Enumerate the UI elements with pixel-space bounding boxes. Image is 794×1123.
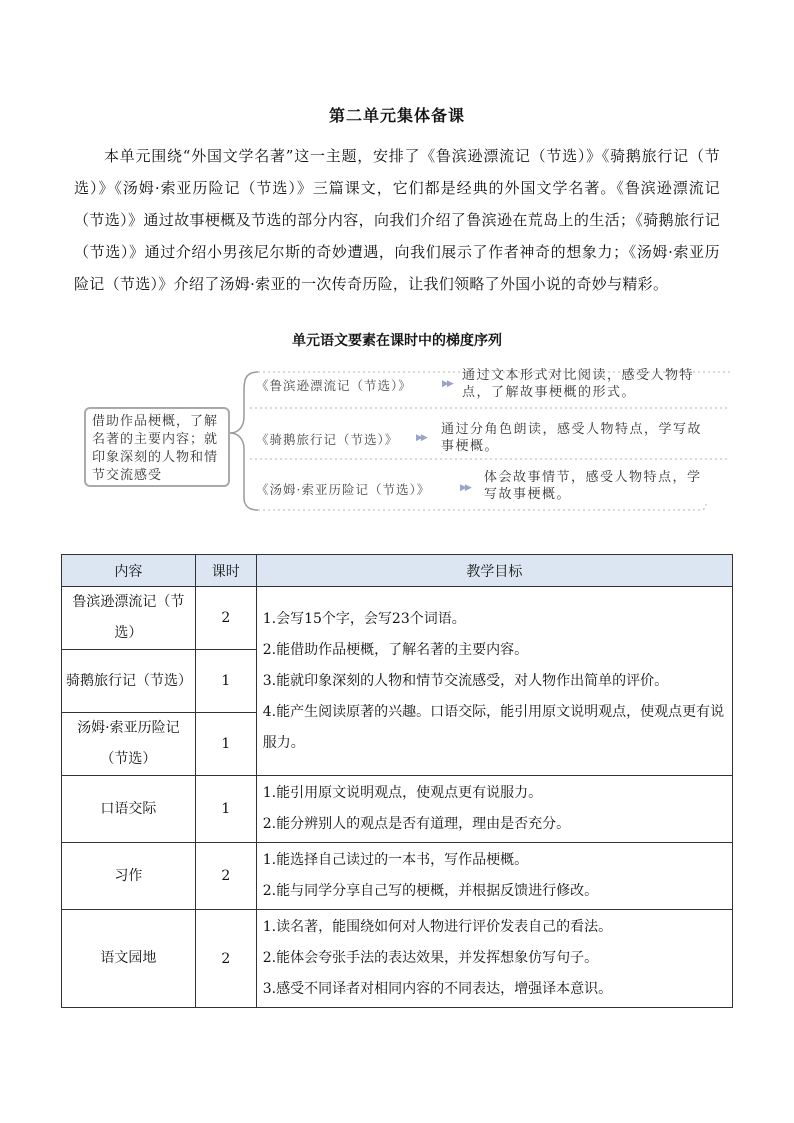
gradient-diagram (0, 355, 794, 525)
table-row (62, 843, 733, 910)
branch-goal: 通过文本形式对比阅读，感受人物特点，了解故事梗概的形式。 (462, 368, 695, 400)
lesson-content: 骑鹅旅行记（节选） (62, 650, 196, 713)
lesson-content: 汤姆·索亚历险记（节选） (62, 713, 196, 776)
goal-item: 1.能选择自己读过的一本书，写作品梗概。 (262, 852, 529, 868)
branch-title: 《鲁滨逊漂流记（节选）》 (256, 378, 412, 393)
table-row (62, 587, 733, 650)
header-content: 内容 (62, 555, 196, 587)
row-content: 语文园地 (62, 910, 196, 1008)
diagram-title: 单元语文要素在课时中的梯度序列 (292, 333, 502, 349)
branch-goal: 体会故事情节，感受人物特点，学写故事梗概。 (484, 470, 702, 502)
page-title: 第二单元集体备课 (328, 106, 465, 125)
double-arrow-icon: ▶▶ (442, 379, 452, 389)
lesson-hours: 2 (195, 587, 256, 650)
double-arrow-icon: ▶▶ (416, 433, 426, 443)
header-goals: 教学目标 (256, 555, 732, 587)
teaching-goals-table (61, 554, 733, 1008)
branch-title: 《骑鹅旅行记（节选）》 (256, 432, 399, 447)
table-header-row (62, 555, 733, 587)
goal-item: 2.能借助作品梗概，了解名著的主要内容。 (262, 641, 529, 658)
goal-item: 3.感受不同译者对相同内容的不同表达，增强译本意识。 (262, 981, 613, 997)
row-content: 口语交际 (62, 776, 196, 843)
summary-box: 借助作品梗概，了解名著的主要内容；就印象深刻的人物和情节交流感受 (84, 407, 230, 487)
row-content: 习作 (62, 843, 196, 910)
goal-item: 1.能引用原文说明观点，使观点更有说服力。 (262, 785, 543, 801)
goal-item: 1.会写15个字，会写23个词语。 (262, 610, 466, 627)
intro-paragraph: 本单元围绕“外国文学名著”这一主题，安排了《鲁滨逊漂流记（节选）》《骑鹅旅行记（节选）》《汤姆·索亚历险记（节选）》三篇课文，它们都是经典的外国文学名著。《鲁滨逊漂流记（节选）》通过故事梗概及节选的部分内容，向我们介绍了鲁滨逊在荒岛上的生活；《骑鹅旅行记（节选）》通过介绍小男孩尼尔斯的奇妙遭遇，向我们展示了作者神奇的想象力；《汤姆·索亚历险记（节选）》介绍了汤姆·索亚的一次传奇历险，让我们领略了外国小说的奇妙与精彩。 (74, 147, 720, 293)
lesson-hours: 1 (195, 713, 256, 776)
row-hours: 2 (195, 843, 256, 910)
lesson-hours: 1 (195, 650, 256, 713)
table-row (62, 776, 733, 843)
table-row (62, 910, 733, 1008)
lesson-goals (256, 587, 732, 776)
goal-item: 3.能就印象深刻的人物和情节交流感受，对人物作出简单的评价。 (262, 672, 669, 689)
row-hours: 2 (195, 910, 256, 1008)
row-hours: 1 (195, 776, 256, 843)
lesson-content: 鲁滨逊漂流记（节选） (62, 587, 196, 650)
row-frame-3 (258, 504, 706, 510)
branch-goal: 通过分角色朗读，感受人物特点，学写故事梗概。 (441, 422, 703, 454)
double-arrow-icon: ▶▶ (460, 483, 470, 493)
row-goals (256, 910, 732, 1008)
branch-title: 《汤姆·索亚历险记（节选）》 (256, 482, 431, 497)
goal-item: 4.能产生阅读原著的兴趣。口语交际，能引用原文说明观点，使观点更有说服力。 (262, 703, 725, 751)
goal-item: 2.能分辨别人的观点是否有道理，理由是否充分。 (262, 816, 571, 832)
goal-item: 2.能体会夸张手法的表达效果，并发挥想象仿写句子。 (262, 950, 599, 966)
header-hours: 课时 (195, 555, 256, 587)
goal-item: 1.读名著，能围绕如何对人物进行评价发表自己的看法。 (262, 919, 613, 935)
goal-item: 2.能与同学分享自己写的梗概，并根据反馈进行修改。 (262, 883, 599, 899)
row-goals (256, 843, 732, 910)
row-goals (256, 776, 732, 843)
bracket-path (230, 372, 258, 510)
